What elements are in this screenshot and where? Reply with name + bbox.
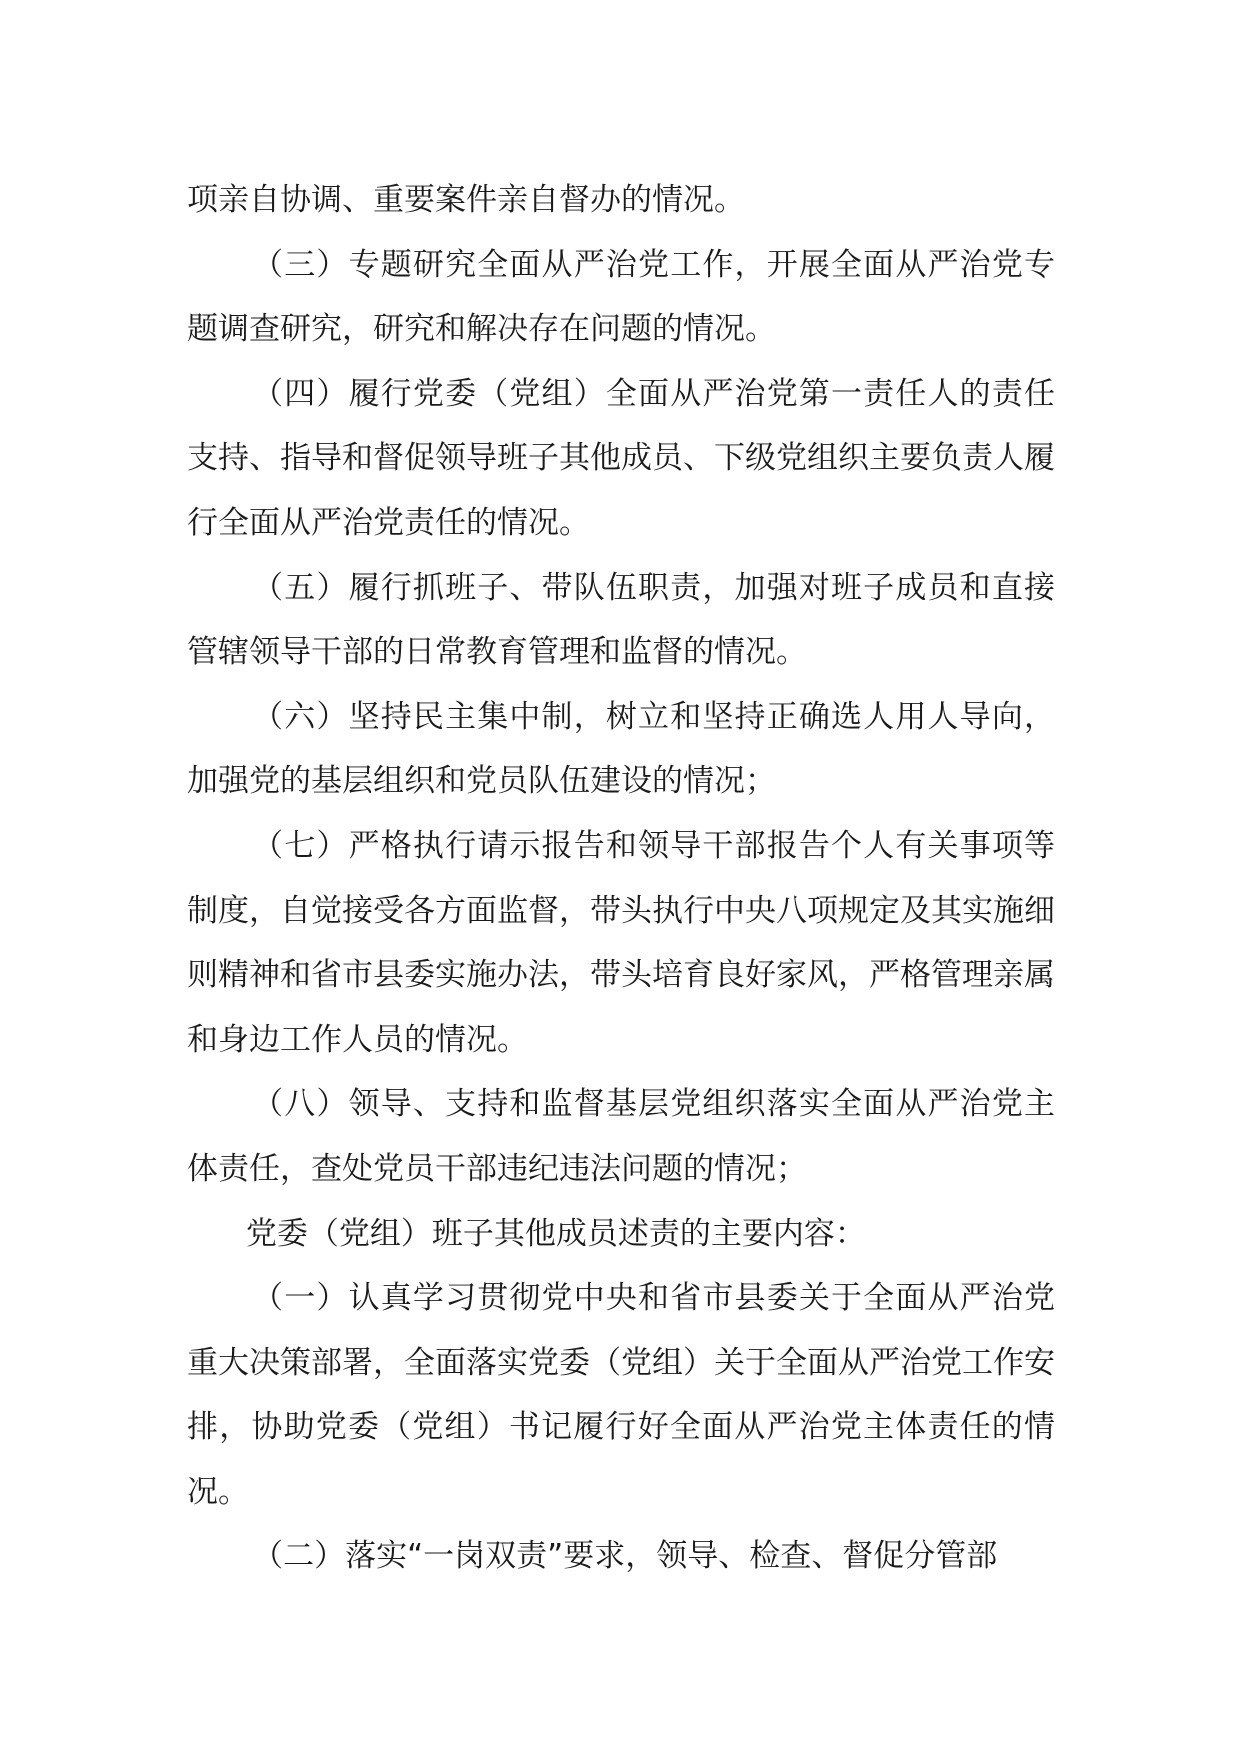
paragraph-item-3: （三）专题研究全面从严治党工作，开展全面从严治党专题调查研究，研究和解决存在问题的情况。	[187, 246, 1055, 348]
paragraph-item-2: （二）落实“一岗双责”要求，领导、检查、督促分管部	[252, 1538, 998, 1575]
paragraph-item-6: （六）坚持民主集中制，树立和坚持正确选人用人导向，加强党的基层组织和党员队伍建设的情况；	[187, 698, 1055, 800]
paragraph-item-8: （八）领导、支持和监督基层党组织落实全面从严治党主体责任，查处党员干部违纪违法问题的情况；	[187, 1086, 1055, 1187]
document-body	[187, 168, 1055, 1589]
paragraph-item-4: （四）履行党委（党组）全面从严治党第一责任人的责任支持、指导和督促领导班子其他成员、下级党组织主要负责人履行全面从严治党责任的情况。	[187, 375, 1055, 541]
paragraph-item-7: （七）严格执行请示报告和领导干部报告个人有关事项等制度，自觉接受各方面监督，带头执行中央八项规定及其实施细则精神和省市县委实施办法，带头培育良好家风，严格管理亲属和身边工作人员的情况。	[187, 827, 1055, 1058]
paragraph-item-1: （一）认真学习贯彻党中央和省市县委关于全面从严治党重大决策部署，全面落实党委（党组）关于全面从严治党工作安排，协助党委（党组）书记履行好全面从严治党主体责任的情况。	[187, 1280, 1055, 1510]
paragraph-section-intro: 党委（党组）班子其他成员述责的主要内容：	[245, 1215, 866, 1252]
paragraph-item-5: （五）履行抓班子、带队伍职责，加强对班子成员和直接管辖领导干部的日常教育管理和监督的情况。	[187, 569, 1055, 671]
paragraph-continuation: 项亲自协调、重要案件亲自督办的情况。	[187, 182, 745, 218]
